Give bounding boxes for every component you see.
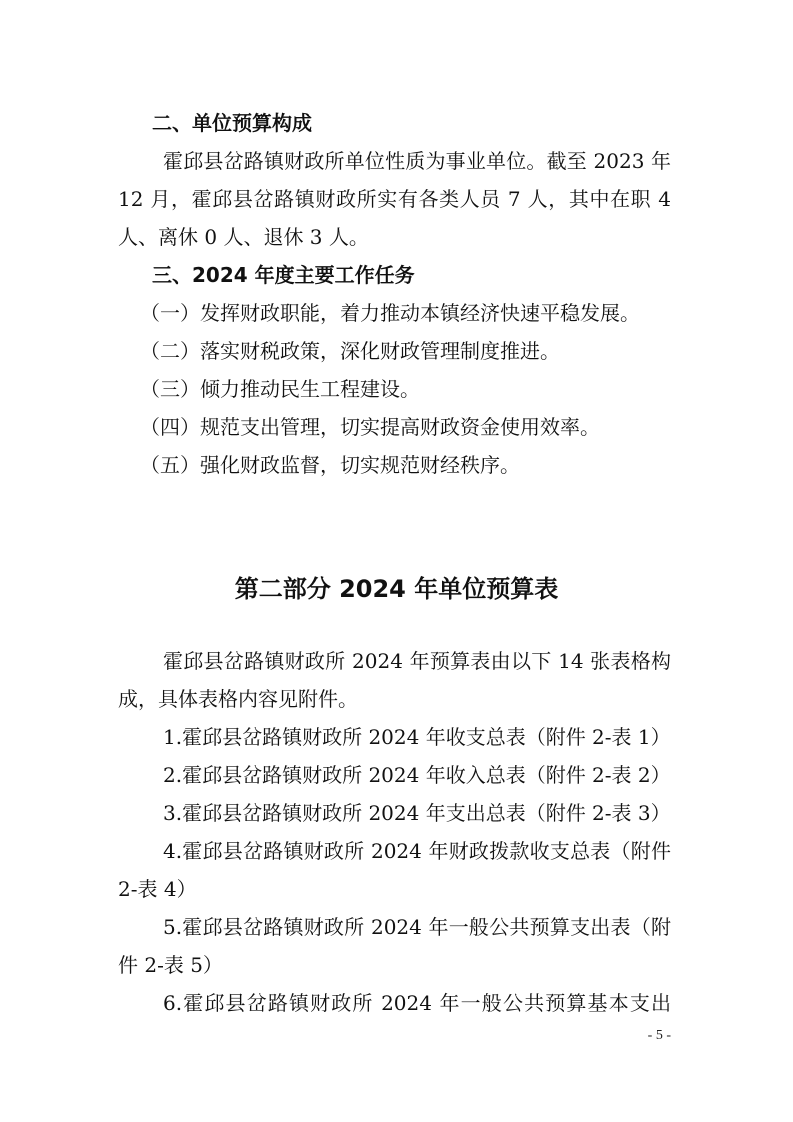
paragraph-line: 12 月，霍邱县岔路镇财政所实有各类人员 7 人，其中在职 4 (118, 187, 671, 211)
task-item: （二）落实财税政策，深化财政管理制度推进。 (140, 339, 560, 363)
list-item: 6.霍邱县岔路镇财政所 2024 年一般公共预算基本支出 (163, 991, 671, 1015)
list-item: 2.霍邱县岔路镇财政所 2024 年收入总表（附件 2-表 2） (163, 763, 671, 787)
paragraph-line: 人、离休 0 人、退休 3 人。 (118, 225, 369, 249)
list-item-continuation: 2-表 4） (118, 877, 197, 901)
list-item: 5.霍邱县岔路镇财政所 2024 年一般公共预算支出表（附 (163, 915, 671, 939)
task-item: （三）倾力推动民生工程建设。 (140, 377, 420, 401)
paragraph-line: 霍邱县岔路镇财政所 2024 年预算表由以下 14 张表格构 (163, 649, 671, 673)
paragraph-line: 霍邱县岔路镇财政所单位性质为事业单位。截至 2023 年 (163, 149, 671, 173)
task-item: （四）规范支出管理，切实提高财政资金使用效率。 (140, 415, 600, 439)
list-item: 3.霍邱县岔路镇财政所 2024 年支出总表（附件 2-表 3） (163, 801, 671, 825)
part-title: 第二部分 2024 年单位预算表 (234, 575, 559, 603)
list-item: 4.霍邱县岔路镇财政所 2024 年财政拨款收支总表（附件 (163, 839, 671, 863)
paragraph-line: 成，具体表格内容见附件。 (118, 687, 358, 711)
section-heading-unit-budget: 二、单位预算构成 (152, 111, 312, 135)
list-item: 1.霍邱县岔路镇财政所 2024 年收支总表（附件 2-表 1） (163, 725, 671, 749)
section-heading-main-tasks: 三、2024 年度主要工作任务 (152, 263, 415, 287)
list-item-continuation: 件 2-表 5） (118, 953, 223, 977)
task-item: （五）强化财政监督，切实规范财经秩序。 (140, 453, 520, 477)
page-number: - 5 - (647, 1028, 671, 1043)
task-item: （一）发挥财政职能，着力推动本镇经济快速平稳发展。 (140, 301, 640, 325)
